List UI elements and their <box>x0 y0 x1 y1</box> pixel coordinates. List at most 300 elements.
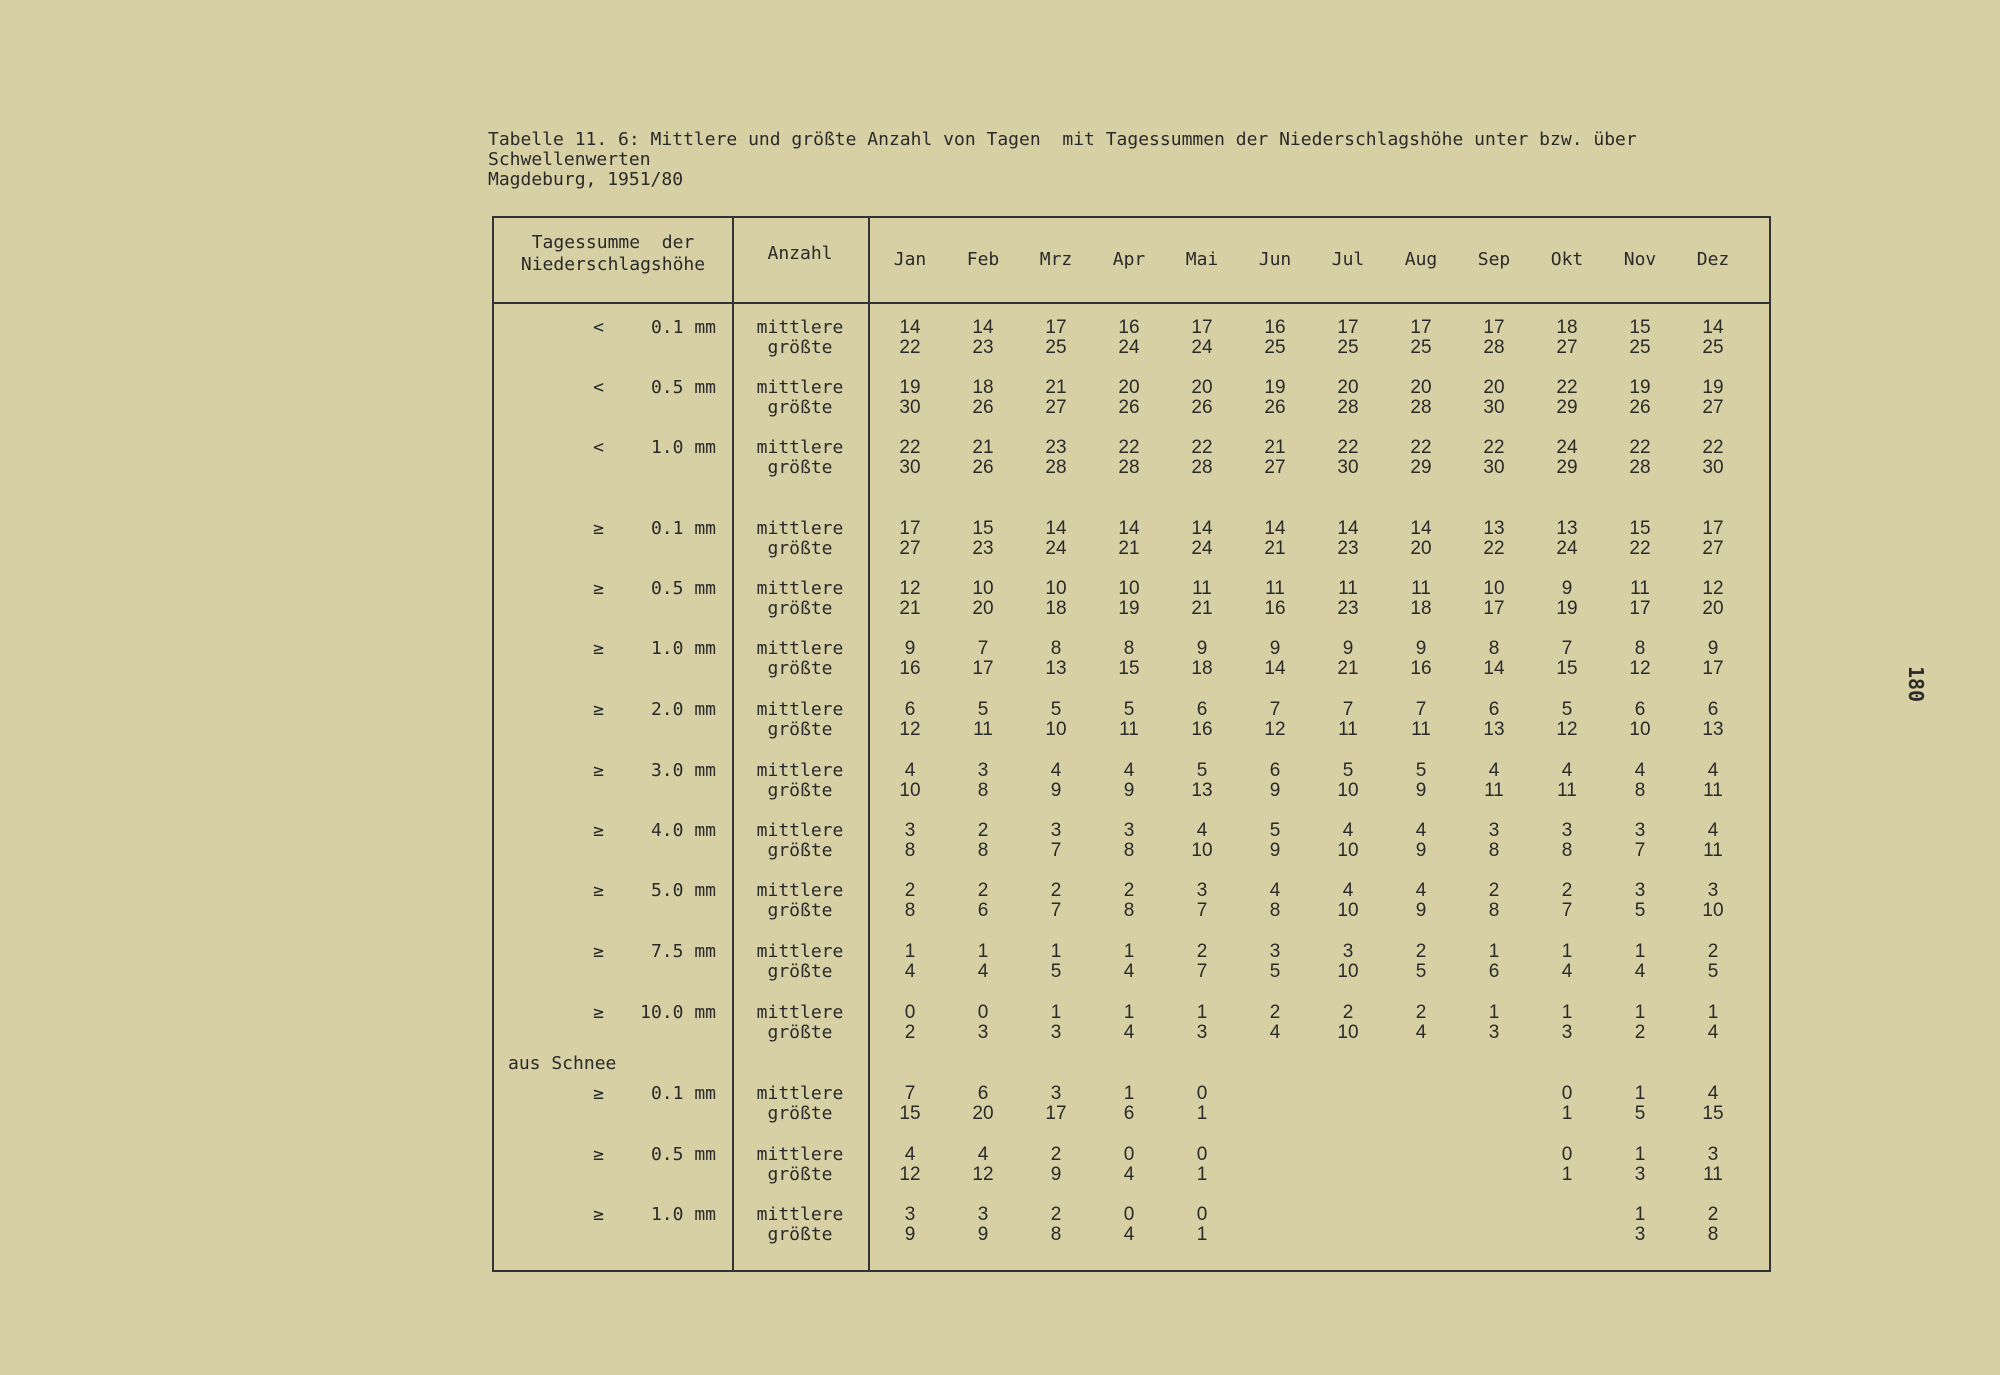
value-mean: 1 <box>1196 1002 1208 1023</box>
value-max: 24 <box>1191 337 1213 358</box>
value-mean: 3 <box>1123 820 1135 841</box>
value-mean: 4 <box>1707 820 1719 841</box>
value-mean: 3 <box>1634 820 1646 841</box>
value-max: 13 <box>1702 719 1724 740</box>
value-max: 3 <box>977 1022 989 1043</box>
value-mean: 1 <box>1634 1144 1646 1165</box>
value-max: 10 <box>1629 719 1651 740</box>
value-mean: 7 <box>1342 699 1354 720</box>
value-max: 23 <box>1337 538 1359 559</box>
value-max: 4 <box>1123 1164 1135 1185</box>
value-mean: 17 <box>1045 317 1067 338</box>
label-max: größte <box>767 840 833 861</box>
value-max: 26 <box>1629 397 1651 418</box>
value-max: 7 <box>1050 900 1062 921</box>
value-max: 26 <box>972 397 994 418</box>
value-max: 28 <box>1118 457 1140 478</box>
value-max: 3 <box>1634 1164 1646 1185</box>
value-max: 11 <box>1119 719 1139 740</box>
value-max: 6 <box>1123 1103 1135 1124</box>
value-max: 28 <box>1410 397 1432 418</box>
value-mean: 15 <box>972 518 994 539</box>
value-max: 17 <box>972 658 994 679</box>
value-max: 4 <box>1123 961 1135 982</box>
value-mean: 7 <box>1269 699 1281 720</box>
threshold-value: 0.5 mm <box>650 578 716 599</box>
label-max: größte <box>767 337 833 358</box>
threshold-operator: ≥ <box>593 1204 604 1225</box>
label-max: größte <box>767 900 833 921</box>
value-max: 12 <box>899 719 921 740</box>
value-mean: 6 <box>1269 760 1281 781</box>
value-max: 28 <box>1191 457 1213 478</box>
value-mean: 5 <box>1415 760 1427 781</box>
value-max: 9 <box>904 1224 916 1245</box>
value-max: 22 <box>899 337 921 358</box>
value-mean: 1 <box>977 941 989 962</box>
value-mean: 17 <box>1483 317 1505 338</box>
value-max: 13 <box>1483 719 1505 740</box>
value-max: 26 <box>1264 397 1286 418</box>
value-mean: 22 <box>1337 437 1359 458</box>
value-max: 17 <box>1629 598 1651 619</box>
threshold-value: 0.1 mm <box>650 518 716 539</box>
value-max: 23 <box>1337 598 1359 619</box>
value-mean: 4 <box>1123 760 1135 781</box>
value-mean: 3 <box>1050 1083 1062 1104</box>
threshold-value: 10.0 mm <box>640 1002 716 1023</box>
value-max: 16 <box>1191 719 1213 740</box>
threshold-operator: ≥ <box>593 699 604 720</box>
threshold-value: 1.0 mm <box>650 437 716 458</box>
value-max: 15 <box>1556 658 1578 679</box>
value-max: 14 <box>1264 658 1286 679</box>
value-mean: 4 <box>1196 820 1208 841</box>
value-max: 25 <box>1410 337 1432 358</box>
value-mean: 3 <box>1050 820 1062 841</box>
value-mean: 22 <box>1118 437 1140 458</box>
threshold-operator: ≥ <box>593 518 604 539</box>
value-max: 7 <box>1561 900 1573 921</box>
value-mean: 7 <box>904 1083 916 1104</box>
value-mean: 4 <box>1415 880 1427 901</box>
threshold-value: 4.0 mm <box>650 820 716 841</box>
value-max: 25 <box>1264 337 1286 358</box>
value-max: 9 <box>1050 780 1062 801</box>
value-mean: 4 <box>1269 880 1281 901</box>
value-mean: 10 <box>972 578 994 599</box>
value-max: 20 <box>972 1103 994 1124</box>
header-month: Jan <box>893 249 927 270</box>
value-max: 21 <box>899 598 921 619</box>
value-max: 1 <box>1196 1164 1208 1185</box>
threshold-operator: ≥ <box>593 880 604 901</box>
value-max: 28 <box>1045 457 1067 478</box>
label-mean: mittlere <box>756 518 844 539</box>
value-mean: 1 <box>1634 1083 1646 1104</box>
value-max: 9 <box>977 1224 989 1245</box>
value-max: 6 <box>1488 961 1500 982</box>
value-mean: 17 <box>1410 317 1432 338</box>
value-mean: 1 <box>1123 1083 1135 1104</box>
value-max: 11 <box>1703 840 1723 861</box>
value-mean: 22 <box>1483 437 1505 458</box>
value-mean: 4 <box>1707 760 1719 781</box>
value-mean: 1 <box>1634 1002 1646 1023</box>
value-mean: 2 <box>904 880 916 901</box>
value-mean: 1 <box>1634 941 1646 962</box>
value-mean: 17 <box>899 518 921 539</box>
value-max: 27 <box>1556 337 1578 358</box>
value-mean: 16 <box>1264 317 1286 338</box>
value-mean: 4 <box>1634 760 1646 781</box>
label-mean: mittlere <box>756 1002 844 1023</box>
value-max: 4 <box>1123 1022 1135 1043</box>
value-max: 24 <box>1045 538 1067 559</box>
value-mean: 2 <box>1342 1002 1354 1023</box>
label-mean: mittlere <box>756 578 844 599</box>
value-mean: 2 <box>1561 880 1573 901</box>
value-max: 10 <box>1045 719 1067 740</box>
header-threshold-line2: Niederschlagshöhe <box>520 254 706 275</box>
threshold-value: 1.0 mm <box>650 638 716 659</box>
value-max: 26 <box>972 457 994 478</box>
value-mean: 4 <box>1415 820 1427 841</box>
value-mean: 7 <box>1415 699 1427 720</box>
value-max: 20 <box>972 598 994 619</box>
value-mean: 2 <box>1050 1204 1062 1225</box>
value-mean: 6 <box>1634 699 1646 720</box>
value-max: 5 <box>1707 961 1719 982</box>
value-max: 29 <box>1410 457 1432 478</box>
value-mean: 10 <box>1118 578 1140 599</box>
threshold-value: 0.5 mm <box>650 377 716 398</box>
threshold-operator: ≥ <box>593 1083 604 1104</box>
value-max: 2 <box>1634 1022 1646 1043</box>
value-mean: 14 <box>1410 518 1432 539</box>
value-max: 27 <box>1264 457 1286 478</box>
value-max: 10 <box>1337 1022 1359 1043</box>
value-max: 3 <box>1050 1022 1062 1043</box>
value-max: 7 <box>1634 840 1646 861</box>
label-max: größte <box>767 598 833 619</box>
value-mean: 18 <box>972 377 994 398</box>
value-mean: 22 <box>1410 437 1432 458</box>
value-mean: 2 <box>1269 1002 1281 1023</box>
value-max: 7 <box>1196 961 1208 982</box>
threshold-operator: ≥ <box>593 820 604 841</box>
value-max: 15 <box>1118 658 1140 679</box>
value-mean: 15 <box>1629 518 1651 539</box>
value-max: 11 <box>1703 1164 1723 1185</box>
value-mean: 1 <box>1488 941 1500 962</box>
value-max: 4 <box>1269 1022 1281 1043</box>
value-mean: 6 <box>904 699 916 720</box>
table-caption <box>488 130 1788 190</box>
value-mean: 21 <box>1045 377 1067 398</box>
threshold-operator: ≥ <box>593 578 604 599</box>
value-mean: 4 <box>904 1144 916 1165</box>
value-mean: 5 <box>977 699 989 720</box>
value-mean: 8 <box>1050 638 1062 659</box>
value-mean: 0 <box>1561 1144 1573 1165</box>
value-max: 1 <box>1561 1103 1573 1124</box>
value-max: 3 <box>1488 1022 1500 1043</box>
value-mean: 4 <box>1342 880 1354 901</box>
value-mean: 19 <box>1264 377 1286 398</box>
value-max: 30 <box>899 457 921 478</box>
value-mean: 20 <box>1483 377 1505 398</box>
value-max: 17 <box>1045 1103 1067 1124</box>
value-max: 12 <box>1556 719 1578 740</box>
value-mean: 2 <box>1488 880 1500 901</box>
threshold-operator: ≥ <box>593 941 604 962</box>
value-max: 26 <box>1118 397 1140 418</box>
value-mean: 3 <box>1488 820 1500 841</box>
page-number: 180 <box>1904 665 1929 703</box>
value-max: 11 <box>973 719 993 740</box>
value-max: 16 <box>899 658 921 679</box>
value-mean: 1 <box>1123 1002 1135 1023</box>
value-mean: 11 <box>1411 578 1431 599</box>
value-max: 10 <box>1337 780 1359 801</box>
value-max: 7 <box>1050 840 1062 861</box>
value-max: 10 <box>1191 840 1213 861</box>
label-mean: mittlere <box>756 377 844 398</box>
value-max: 13 <box>1045 658 1067 679</box>
value-mean: 3 <box>1561 820 1573 841</box>
caption-title: Tabelle 11. 6: Mittlere und größte Anzahl von Tagen mit Tagessummen der Niederschlagshöhe unter bzw. über <box>488 129 1637 150</box>
value-mean: 9 <box>1707 638 1719 659</box>
header-count: Anzahl <box>767 243 833 264</box>
value-max: 8 <box>1123 900 1135 921</box>
value-max: 10 <box>899 780 921 801</box>
value-mean: 4 <box>1707 1083 1719 1104</box>
value-mean: 20 <box>1410 377 1432 398</box>
value-mean: 9 <box>1196 638 1208 659</box>
value-max: 13 <box>1191 780 1213 801</box>
value-mean: 12 <box>1702 578 1724 599</box>
value-mean: 2 <box>1707 1204 1719 1225</box>
value-mean: 11 <box>1338 578 1358 599</box>
value-max: 9 <box>1050 1164 1062 1185</box>
value-mean: 8 <box>1488 638 1500 659</box>
value-max: 25 <box>1337 337 1359 358</box>
value-mean: 12 <box>899 578 921 599</box>
value-mean: 1 <box>1050 1002 1062 1023</box>
label-max: größte <box>767 397 833 418</box>
value-mean: 11 <box>1630 578 1650 599</box>
value-max: 9 <box>1123 780 1135 801</box>
value-max: 23 <box>972 538 994 559</box>
value-mean: 0 <box>1196 1144 1208 1165</box>
value-max: 21 <box>1264 538 1286 559</box>
label-mean: mittlere <box>756 317 844 338</box>
value-max: 17 <box>1483 598 1505 619</box>
value-mean: 21 <box>1264 437 1286 458</box>
value-mean: 3 <box>977 760 989 781</box>
value-max: 21 <box>1337 658 1359 679</box>
value-mean: 10 <box>1483 578 1505 599</box>
value-max: 22 <box>1629 538 1651 559</box>
header-month: Jul <box>1331 249 1365 270</box>
value-max: 8 <box>1561 840 1573 861</box>
value-mean: 2 <box>1415 941 1427 962</box>
header-month: Jun <box>1258 249 1292 270</box>
value-max: 25 <box>1702 337 1724 358</box>
value-mean: 14 <box>1118 518 1140 539</box>
value-mean: 1 <box>904 941 916 962</box>
value-max: 11 <box>1557 780 1577 801</box>
value-mean: 5 <box>1342 760 1354 781</box>
threshold-operator: < <box>593 437 604 458</box>
value-mean: 22 <box>1702 437 1724 458</box>
value-max: 14 <box>1483 658 1505 679</box>
value-max: 5 <box>1050 961 1062 982</box>
value-max: 8 <box>1488 900 1500 921</box>
label-mean: mittlere <box>756 1144 844 1165</box>
value-mean: 1 <box>1123 941 1135 962</box>
value-mean: 3 <box>904 1204 916 1225</box>
value-max: 5 <box>1269 961 1281 982</box>
value-mean: 2 <box>1415 1002 1427 1023</box>
value-max: 27 <box>899 538 921 559</box>
value-max: 10 <box>1337 900 1359 921</box>
value-max: 28 <box>1629 457 1651 478</box>
header-month: Dez <box>1696 249 1730 270</box>
value-max: 8 <box>977 840 989 861</box>
value-mean: 5 <box>1269 820 1281 841</box>
value-max: 5 <box>1634 900 1646 921</box>
value-max: 11 <box>1703 780 1723 801</box>
value-max: 15 <box>899 1103 921 1124</box>
value-max: 6 <box>977 900 989 921</box>
value-mean: 4 <box>1342 820 1354 841</box>
value-max: 10 <box>1337 961 1359 982</box>
value-max: 9 <box>1415 780 1427 801</box>
value-mean: 17 <box>1191 317 1213 338</box>
value-max: 16 <box>1264 598 1286 619</box>
value-mean: 19 <box>1629 377 1651 398</box>
value-max: 8 <box>904 840 916 861</box>
value-max: 18 <box>1191 658 1213 679</box>
value-max: 3 <box>1634 1224 1646 1245</box>
label-mean: mittlere <box>756 638 844 659</box>
header-month: Mai <box>1185 249 1219 270</box>
threshold-operator: < <box>593 377 604 398</box>
value-max: 27 <box>1702 538 1724 559</box>
value-mean: 2 <box>977 880 989 901</box>
value-mean: 2 <box>1123 880 1135 901</box>
value-mean: 19 <box>899 377 921 398</box>
value-mean: 14 <box>972 317 994 338</box>
value-mean: 4 <box>1561 760 1573 781</box>
value-mean: 14 <box>899 317 921 338</box>
precipitation-table <box>492 216 1771 1272</box>
label-max: größte <box>767 658 833 679</box>
label-max: größte <box>767 961 833 982</box>
value-mean: 2 <box>1196 941 1208 962</box>
threshold-value: 0.1 mm <box>650 317 716 338</box>
header-month: Mrz <box>1039 249 1073 270</box>
header-month: Apr <box>1112 249 1146 270</box>
value-max: 8 <box>977 780 989 801</box>
value-mean: 3 <box>1707 1144 1719 1165</box>
value-max: 2 <box>904 1022 916 1043</box>
value-max: 20 <box>1410 538 1432 559</box>
value-mean: 7 <box>977 638 989 659</box>
value-mean: 0 <box>1123 1144 1135 1165</box>
value-max: 1 <box>1561 1164 1573 1185</box>
value-mean: 5 <box>1050 699 1062 720</box>
value-max: 8 <box>1269 900 1281 921</box>
value-mean: 8 <box>1123 638 1135 659</box>
value-max: 4 <box>904 961 916 982</box>
header-month: Aug <box>1404 249 1438 270</box>
threshold-value: 5.0 mm <box>650 880 716 901</box>
value-max: 11 <box>1484 780 1504 801</box>
value-mean: 10 <box>1045 578 1067 599</box>
header-month: Feb <box>966 249 1000 270</box>
value-max: 8 <box>1707 1224 1719 1245</box>
value-mean: 14 <box>1045 518 1067 539</box>
header-month: Nov <box>1623 249 1657 270</box>
value-max: 30 <box>1702 457 1724 478</box>
value-max: 18 <box>1410 598 1432 619</box>
value-mean: 9 <box>1342 638 1354 659</box>
caption-subtitle: Schwellenwerten <box>488 149 651 170</box>
value-max: 11 <box>1411 719 1431 740</box>
value-max: 30 <box>1337 457 1359 478</box>
value-max: 27 <box>1702 397 1724 418</box>
value-mean: 4 <box>904 760 916 781</box>
value-mean: 0 <box>1196 1204 1208 1225</box>
label-mean: mittlere <box>756 760 844 781</box>
value-max: 22 <box>1483 538 1505 559</box>
value-mean: 0 <box>977 1002 989 1023</box>
value-mean: 1 <box>1050 941 1062 962</box>
value-mean: 22 <box>1556 377 1578 398</box>
threshold-value: 7.5 mm <box>650 941 716 962</box>
value-mean: 5 <box>1123 699 1135 720</box>
value-max: 4 <box>1561 961 1573 982</box>
value-mean: 14 <box>1264 518 1286 539</box>
value-mean: 4 <box>1488 760 1500 781</box>
threshold-operator: < <box>593 317 604 338</box>
value-mean: 13 <box>1483 518 1505 539</box>
label-max: größte <box>767 538 833 559</box>
header-month: Okt <box>1550 249 1584 270</box>
value-max: 16 <box>1410 658 1432 679</box>
label-max: größte <box>767 780 833 801</box>
value-max: 15 <box>1702 1103 1724 1124</box>
value-max: 4 <box>1634 961 1646 982</box>
threshold-value: 1.0 mm <box>650 1204 716 1225</box>
value-max: 9 <box>1415 900 1427 921</box>
value-max: 29 <box>1556 457 1578 478</box>
value-max: 21 <box>1118 538 1140 559</box>
value-max: 24 <box>1118 337 1140 358</box>
value-mean: 9 <box>1269 638 1281 659</box>
value-max: 4 <box>1707 1022 1719 1043</box>
value-max: 25 <box>1629 337 1651 358</box>
value-max: 23 <box>972 337 994 358</box>
value-mean: 23 <box>1045 437 1067 458</box>
value-mean: 1 <box>1488 1002 1500 1023</box>
value-max: 29 <box>1556 397 1578 418</box>
value-max: 8 <box>1634 780 1646 801</box>
threshold-operator: ≥ <box>593 760 604 781</box>
